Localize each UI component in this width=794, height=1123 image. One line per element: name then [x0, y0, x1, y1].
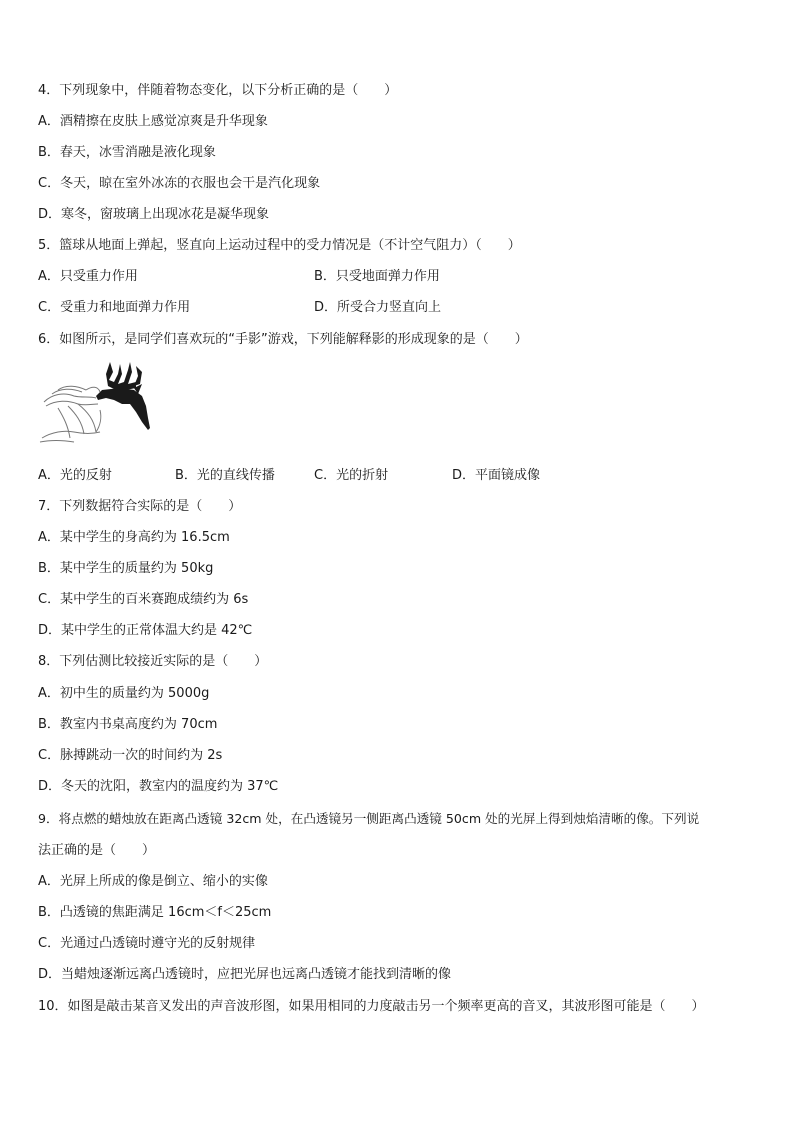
question-5-stem: 5．篮球从地面上弹起，竖直向上运动过程中的受力情况是（不计空气阻力）（ ） — [38, 238, 521, 253]
question-4-option-d: D．寒冬，窗玻璃上出现冰花是凝华现象 — [38, 207, 270, 222]
question-9-stem-line-1: 9．将点燃的蜡烛放在距离凸透镜 32cm 处，在凸透镜另一侧距离凸透镜 50cm 处的光屏上得到烛焰清晰的像。下列说 — [38, 811, 700, 826]
question-6-option-a: A．光的反射 — [38, 468, 112, 483]
question-7-option-d: D．某中学生的正常体温大约是 42℃ — [38, 623, 253, 638]
question-8-option-a: A．初中生的质量约为 5000g — [38, 686, 210, 701]
question-5-option-c: C．受重力和地面弹力作用 — [38, 300, 191, 315]
question-8-option-c: C．脉搏跳动一次的时间约为 2s — [38, 748, 223, 763]
question-6-option-c: C．光的折射 — [314, 468, 389, 483]
question-4-option-c: C．冬天，晾在室外冰冻的衣服也会干是汽化现象 — [38, 176, 321, 191]
question-9-stem-line-2: 法正确的是（ ） — [38, 843, 156, 858]
question-9-option-d: D．当蜡烛逐渐远离凸透镜时，应把光屏也远离凸透镜才能找到清晰的像 — [38, 967, 452, 982]
question-5-option-d: D．所受合力竖直向上 — [314, 300, 442, 315]
hand-shadow-deer-figure — [38, 360, 156, 444]
question-5-option-a: A．只受重力作用 — [38, 269, 138, 284]
question-5-option-b: B．只受地面弹力作用 — [314, 269, 440, 284]
question-7-option-b: B．某中学生的质量约为 50kg — [38, 561, 214, 576]
question-7-stem: 7．下列数据符合实际的是（ ） — [38, 499, 242, 514]
question-6-option-d: D．平面镜成像 — [452, 468, 541, 483]
question-9-option-c: C．光通过凸透镜时遵守光的反射规律 — [38, 936, 256, 951]
question-9-option-b: B．凸透镜的焦距满足 16cm＜f＜25cm — [38, 905, 272, 920]
question-6-stem: 6．如图所示，是同学们喜欢玩的“手影”游戏，下列能解释影的形成现象的是（ ） — [38, 332, 528, 347]
question-4-option-a: A．酒精擦在皮肤上感觉凉爽是升华现象 — [38, 114, 268, 129]
question-10-stem: 10．如图是敲击某音叉发出的声音波形图，如果用相同的力度敲击另一个频率更高的音叉，其波形图可能是（ ） — [38, 999, 705, 1014]
question-4-stem: 4．下列现象中，伴随着物态变化，以下分析正确的是（ ） — [38, 83, 398, 98]
question-7-option-c: C．某中学生的百米赛跑成绩约为 6s — [38, 592, 249, 607]
question-8-stem: 8．下列估测比较接近实际的是（ ） — [38, 654, 268, 669]
question-9-option-a: A．光屏上所成的像是倒立、缩小的实像 — [38, 874, 268, 889]
question-7-option-a: A．某中学生的身高约为 16.5cm — [38, 530, 230, 545]
question-4-option-b: B．春天，冰雪消融是液化现象 — [38, 145, 216, 160]
question-8-option-d: D．冬天的沈阳，教室内的温度约为 37℃ — [38, 779, 279, 794]
question-8-option-b: B．教室内书桌高度约为 70cm — [38, 717, 218, 732]
question-6-option-b: B．光的直线传播 — [175, 468, 275, 483]
